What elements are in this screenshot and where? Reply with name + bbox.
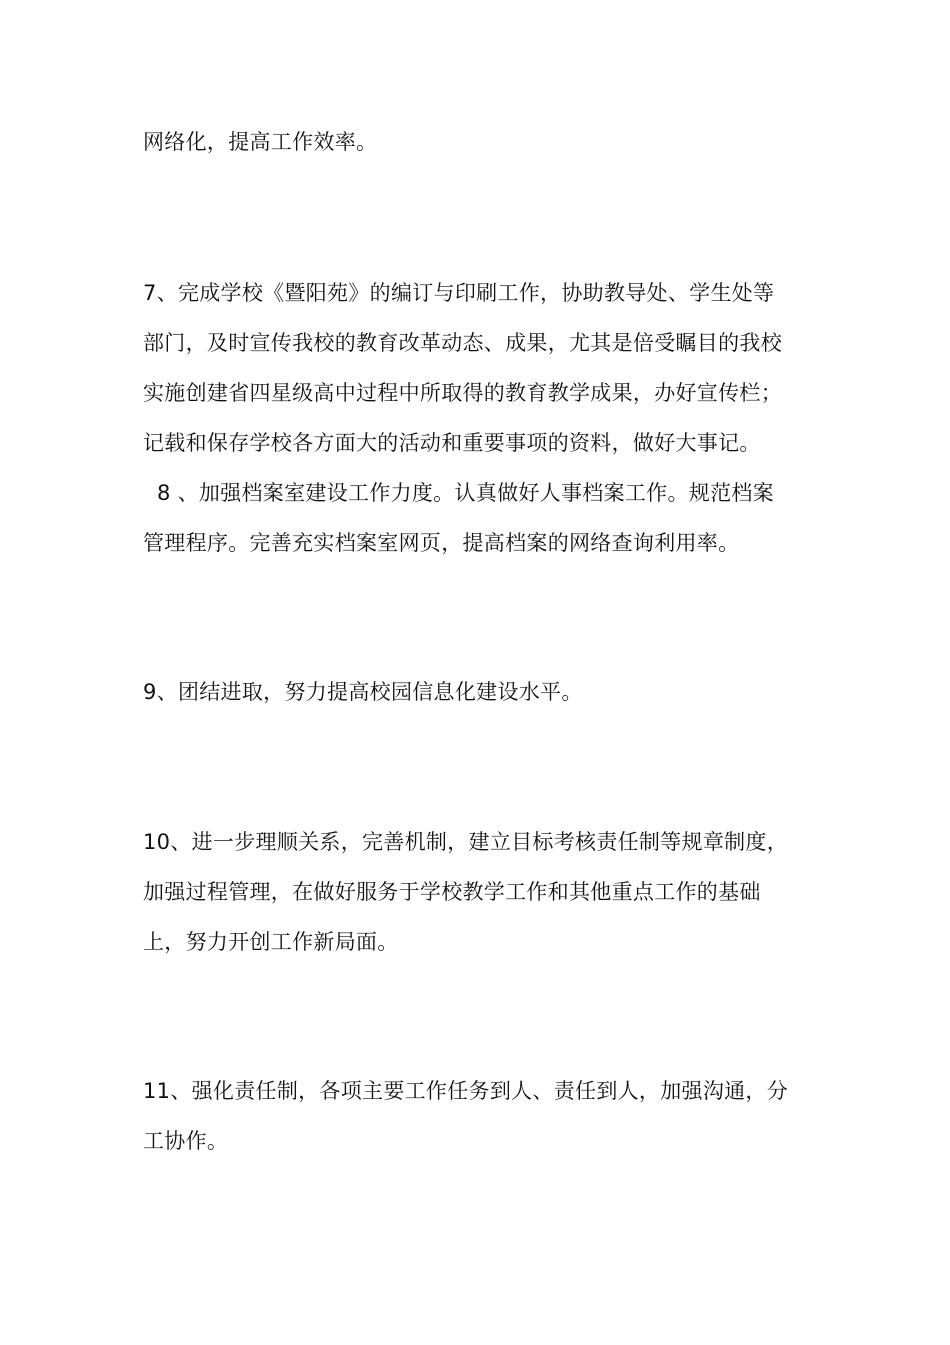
text-line: 11、强化责任制，各项主要工作任务到人、责任到人，加强沟通，分 <box>143 1079 789 1103</box>
text-line: 上，努力开创工作新局面。 <box>143 930 399 954</box>
text-line: 管理程序。完善充实档案室网页，提高档案的网络查询利用率。 <box>143 531 740 555</box>
text-line: 10、进一步理顺关系，完善机制，建立目标考核责任制等规章制度， <box>143 830 789 854</box>
text-line: 7、完成学校《暨阳苑》的编订与印刷工作，协助教导处、学生处等 <box>143 281 775 305</box>
text-line: 实施创建省四星级高中过程中所取得的教育教学成果，办好宣传栏； <box>143 381 782 405</box>
text-line: 网络化，提高工作效率。 <box>143 130 378 154</box>
text-line: 加强过程管理，在做好服务于学校教学工作和其他重点工作的基础 <box>143 880 761 904</box>
text-line: 工协作。 <box>143 1129 229 1153</box>
text-line: 记载和保存学校各方面大的活动和重要事项的资料，做好大事记。 <box>143 431 761 455</box>
text-line: 9、团结进取，努力提高校园信息化建设水平。 <box>143 680 583 704</box>
text-line: 8 、加强档案室建设工作力度。认真做好人事档案工作。规范档案 <box>143 481 774 505</box>
text-line: 部门，及时宣传我校的教育改革动态、成果，尤其是倍受瞩目的我校 <box>143 331 782 355</box>
